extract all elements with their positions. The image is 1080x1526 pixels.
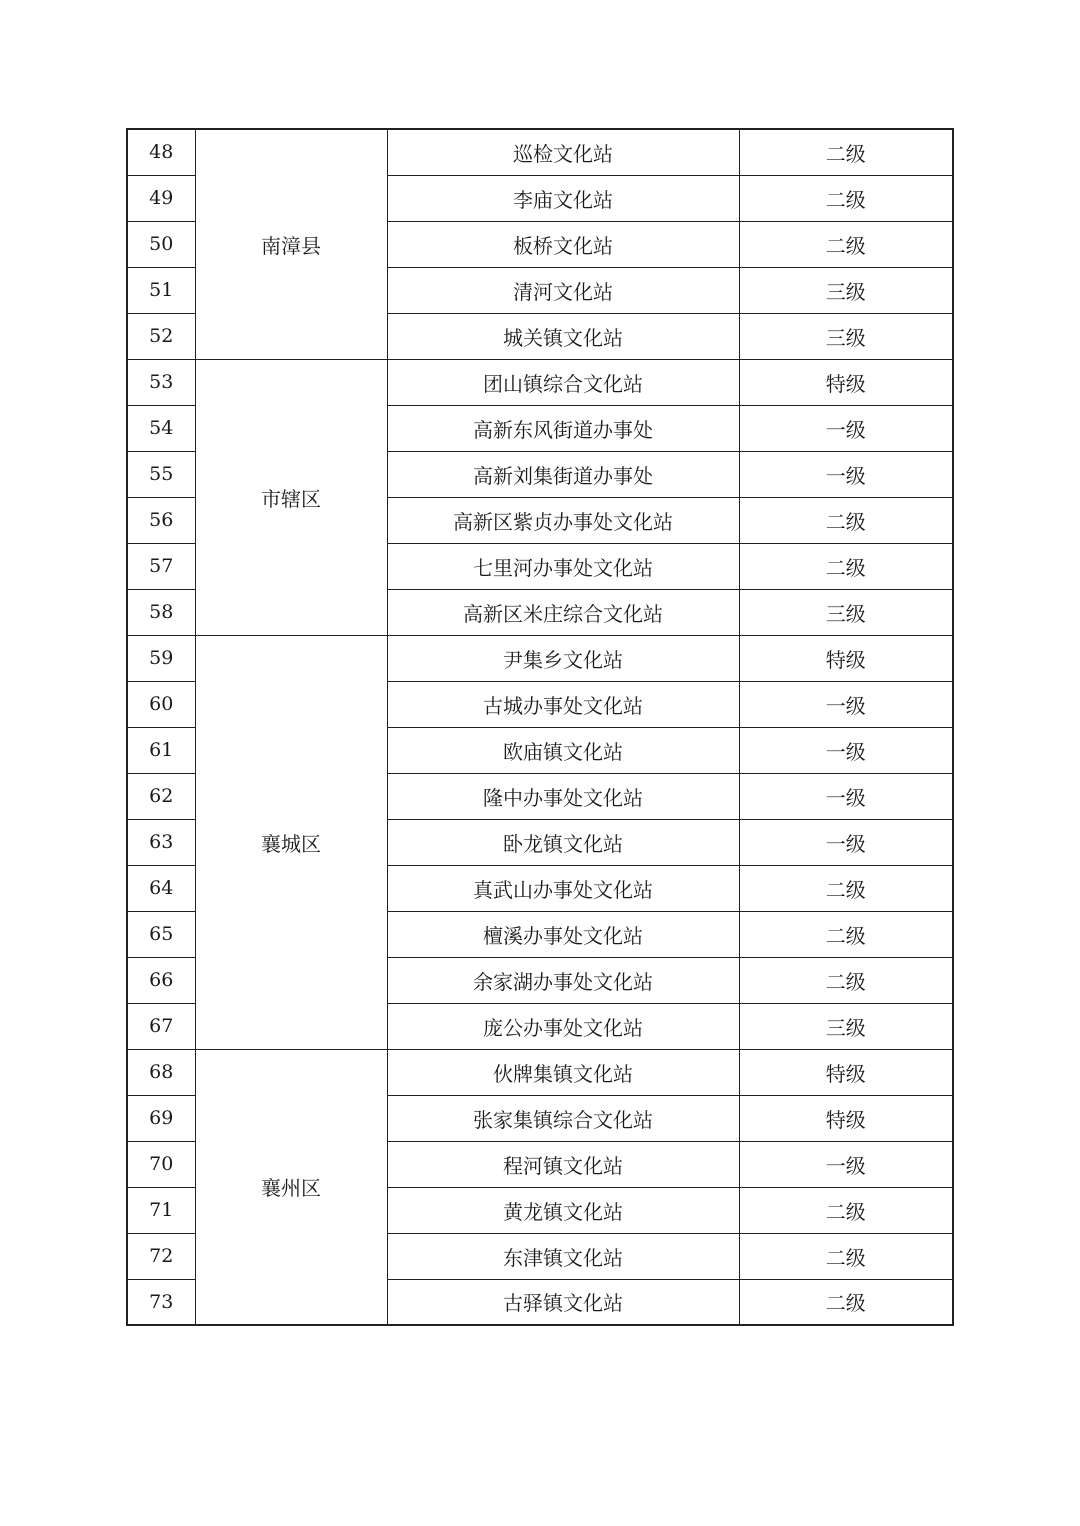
row-number: 67	[127, 1003, 195, 1049]
row-number: 56	[127, 497, 195, 543]
level-cell: 二级	[739, 175, 953, 221]
level-cell: 二级	[739, 1233, 953, 1279]
row-number: 64	[127, 865, 195, 911]
level-cell: 一级	[739, 1141, 953, 1187]
row-number: 49	[127, 175, 195, 221]
level-cell: 特级	[739, 635, 953, 681]
level-cell: 三级	[739, 1003, 953, 1049]
station-name-cell: 高新区米庄综合文化站	[387, 589, 739, 635]
row-number: 51	[127, 267, 195, 313]
level-cell: 三级	[739, 313, 953, 359]
level-cell: 二级	[739, 1279, 953, 1325]
row-number: 55	[127, 451, 195, 497]
station-name-cell: 程河镇文化站	[387, 1141, 739, 1187]
table-row	[127, 1049, 953, 1095]
row-number: 53	[127, 359, 195, 405]
table-row	[127, 129, 953, 175]
level-cell: 特级	[739, 1049, 953, 1095]
row-number: 72	[127, 1233, 195, 1279]
row-number: 69	[127, 1095, 195, 1141]
station-name-cell: 伙牌集镇文化站	[387, 1049, 739, 1095]
level-cell: 一级	[739, 773, 953, 819]
station-name-cell: 欧庙镇文化站	[387, 727, 739, 773]
level-cell: 二级	[739, 1187, 953, 1233]
row-number: 73	[127, 1279, 195, 1325]
level-cell: 二级	[739, 543, 953, 589]
district-cell: 襄州区	[195, 1049, 387, 1325]
row-number: 71	[127, 1187, 195, 1233]
level-cell: 二级	[739, 957, 953, 1003]
station-name-cell: 清河文化站	[387, 267, 739, 313]
station-name-cell: 古城办事处文化站	[387, 681, 739, 727]
station-name-cell: 高新刘集街道办事处	[387, 451, 739, 497]
level-cell: 特级	[739, 1095, 953, 1141]
row-number: 65	[127, 911, 195, 957]
row-number: 63	[127, 819, 195, 865]
station-name-cell: 黄龙镇文化站	[387, 1187, 739, 1233]
level-cell: 三级	[739, 589, 953, 635]
row-number: 59	[127, 635, 195, 681]
station-name-cell: 巡检文化站	[387, 129, 739, 175]
station-name-cell: 东津镇文化站	[387, 1233, 739, 1279]
level-cell: 二级	[739, 129, 953, 175]
district-cell: 襄城区	[195, 635, 387, 1049]
level-cell: 一级	[739, 727, 953, 773]
station-name-cell: 板桥文化站	[387, 221, 739, 267]
level-cell: 二级	[739, 865, 953, 911]
level-cell: 二级	[739, 497, 953, 543]
station-name-cell: 团山镇综合文化站	[387, 359, 739, 405]
level-cell: 一级	[739, 405, 953, 451]
row-number: 50	[127, 221, 195, 267]
table-body	[127, 129, 953, 1325]
station-name-cell: 李庙文化站	[387, 175, 739, 221]
row-number: 68	[127, 1049, 195, 1095]
station-name-cell: 古驿镇文化站	[387, 1279, 739, 1325]
level-cell: 二级	[739, 911, 953, 957]
culture-station-table	[126, 128, 954, 1326]
row-number: 66	[127, 957, 195, 1003]
row-number: 60	[127, 681, 195, 727]
station-name-cell: 余家湖办事处文化站	[387, 957, 739, 1003]
station-name-cell: 尹集乡文化站	[387, 635, 739, 681]
level-cell: 一级	[739, 681, 953, 727]
row-number: 57	[127, 543, 195, 589]
row-number: 62	[127, 773, 195, 819]
row-number: 48	[127, 129, 195, 175]
row-number: 58	[127, 589, 195, 635]
table-row	[127, 635, 953, 681]
station-name-cell: 庞公办事处文化站	[387, 1003, 739, 1049]
row-number: 61	[127, 727, 195, 773]
level-cell: 特级	[739, 359, 953, 405]
level-cell: 二级	[739, 221, 953, 267]
row-number: 54	[127, 405, 195, 451]
station-name-cell: 七里河办事处文化站	[387, 543, 739, 589]
district-cell: 市辖区	[195, 359, 387, 635]
station-name-cell: 高新区紫贞办事处文化站	[387, 497, 739, 543]
station-name-cell: 卧龙镇文化站	[387, 819, 739, 865]
district-cell: 南漳县	[195, 129, 387, 359]
station-name-cell: 城关镇文化站	[387, 313, 739, 359]
station-name-cell: 高新东风街道办事处	[387, 405, 739, 451]
row-number: 70	[127, 1141, 195, 1187]
level-cell: 一级	[739, 451, 953, 497]
station-name-cell: 张家集镇综合文化站	[387, 1095, 739, 1141]
table-row	[127, 359, 953, 405]
level-cell: 一级	[739, 819, 953, 865]
row-number: 52	[127, 313, 195, 359]
level-cell: 三级	[739, 267, 953, 313]
station-name-cell: 隆中办事处文化站	[387, 773, 739, 819]
station-name-cell: 真武山办事处文化站	[387, 865, 739, 911]
station-name-cell: 檀溪办事处文化站	[387, 911, 739, 957]
